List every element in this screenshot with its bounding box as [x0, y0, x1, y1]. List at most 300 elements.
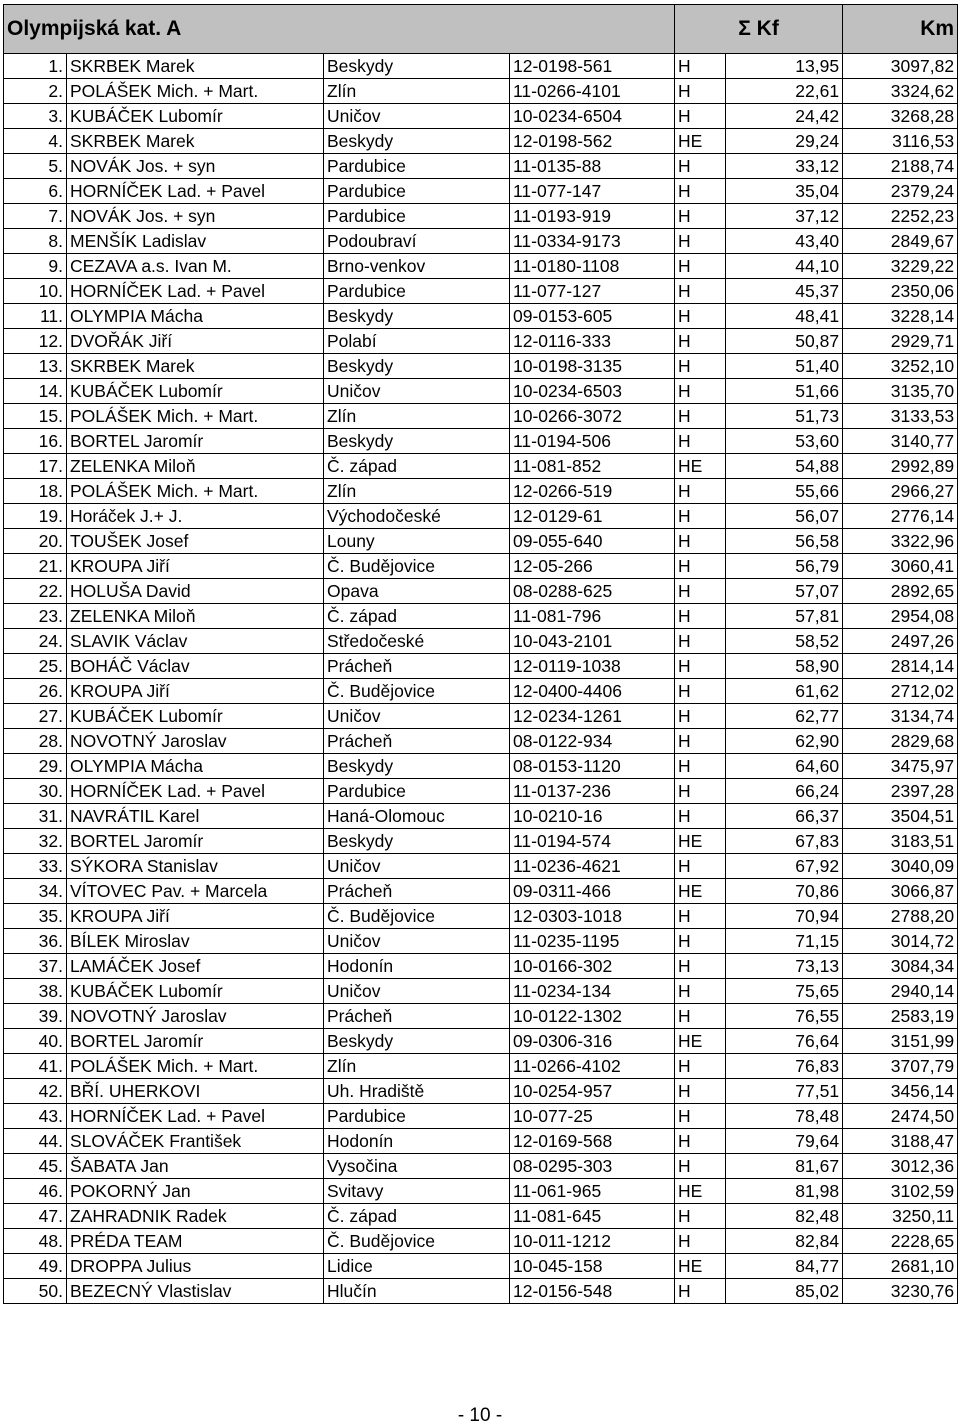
ring-number-cell: 11-0194-574	[510, 829, 675, 854]
rank-cell: 18.	[4, 479, 67, 504]
sex-cell: H	[675, 254, 726, 279]
distance-cell: 2966,27	[843, 479, 958, 504]
ring-number-cell: 08-0295-303	[510, 1154, 675, 1179]
region-cell: Č. západ	[324, 604, 510, 629]
breeder-name-cell: CEZAVA a.s. Ivan M.	[67, 254, 324, 279]
rank-cell: 32.	[4, 829, 67, 854]
ring-number-cell: 11-0234-134	[510, 979, 675, 1004]
ring-number-cell: 10-0266-3072	[510, 404, 675, 429]
breeder-name-cell: DROPPA Julius	[67, 1254, 324, 1279]
ring-number-cell: 12-0156-548	[510, 1279, 675, 1304]
table-row	[4, 479, 958, 504]
distance-cell: 3183,51	[843, 829, 958, 854]
sex-cell: H	[675, 1104, 726, 1129]
breeder-name-cell: ŠABATA Jan	[67, 1154, 324, 1179]
table-row	[4, 604, 958, 629]
distance-cell: 3230,76	[843, 1279, 958, 1304]
table-row	[4, 829, 958, 854]
breeder-name-cell: BÍLEK Miroslav	[67, 929, 324, 954]
sex-cell: H	[675, 429, 726, 454]
ring-number-cell: 11-081-796	[510, 604, 675, 629]
region-cell: Uničov	[324, 104, 510, 129]
distance-cell: 2892,65	[843, 579, 958, 604]
sex-cell: HE	[675, 1029, 726, 1054]
results-table	[3, 4, 958, 1304]
coefficient-cell: 57,81	[726, 604, 843, 629]
region-cell: Podoubraví	[324, 229, 510, 254]
table-row	[4, 1254, 958, 1279]
rank-cell: 15.	[4, 404, 67, 429]
breeder-name-cell: ZAHRADNIK Radek	[67, 1204, 324, 1229]
breeder-name-cell: BEZECNÝ Vlastislav	[67, 1279, 324, 1304]
table-row	[4, 154, 958, 179]
rank-cell: 16.	[4, 429, 67, 454]
region-cell: Pardubice	[324, 204, 510, 229]
coefficient-cell: 62,77	[726, 704, 843, 729]
ring-number-cell: 12-0266-519	[510, 479, 675, 504]
sex-cell: H	[675, 329, 726, 354]
coefficient-cell: 35,04	[726, 179, 843, 204]
table-row	[4, 354, 958, 379]
table-row	[4, 954, 958, 979]
coefficient-cell: 84,77	[726, 1254, 843, 1279]
ring-number-cell: 11-0266-4101	[510, 79, 675, 104]
ring-number-cell: 12-0198-561	[510, 54, 675, 79]
sex-cell: H	[675, 779, 726, 804]
distance-cell: 2712,02	[843, 679, 958, 704]
ring-number-cell: 12-0198-562	[510, 129, 675, 154]
ring-number-cell: 11-0235-1195	[510, 929, 675, 954]
distance-cell: 2397,28	[843, 779, 958, 804]
coefficient-cell: 51,40	[726, 354, 843, 379]
ring-number-cell: 12-0116-333	[510, 329, 675, 354]
region-cell: Uničov	[324, 704, 510, 729]
region-cell: Pardubice	[324, 1104, 510, 1129]
coefficient-cell: 33,12	[726, 154, 843, 179]
sex-cell: H	[675, 404, 726, 429]
ring-number-cell: 11-0135-88	[510, 154, 675, 179]
distance-cell: 3252,10	[843, 354, 958, 379]
region-cell: Louny	[324, 529, 510, 554]
sex-cell: H	[675, 1204, 726, 1229]
table-row	[4, 379, 958, 404]
ring-number-cell: 11-0194-506	[510, 429, 675, 454]
region-cell: Č. západ	[324, 454, 510, 479]
coefficient-cell: 29,24	[726, 129, 843, 154]
rank-cell: 34.	[4, 879, 67, 904]
breeder-name-cell: POLÁŠEK Mich. + Mart.	[67, 404, 324, 429]
ring-number-cell: 11-077-127	[510, 279, 675, 304]
breeder-name-cell: NOVOTNÝ Jaroslav	[67, 729, 324, 754]
table-row	[4, 754, 958, 779]
region-cell: Uničov	[324, 979, 510, 1004]
ring-number-cell: 08-0153-1120	[510, 754, 675, 779]
rank-cell: 27.	[4, 704, 67, 729]
rank-cell: 22.	[4, 579, 67, 604]
sex-cell: HE	[675, 454, 726, 479]
region-cell: Prácheň	[324, 879, 510, 904]
rank-cell: 13.	[4, 354, 67, 379]
rank-cell: 7.	[4, 204, 67, 229]
ring-number-cell: 11-0334-9173	[510, 229, 675, 254]
breeder-name-cell: POLÁŠEK Mich. + Mart.	[67, 79, 324, 104]
region-cell: Hodonín	[324, 954, 510, 979]
coefficient-cell: 64,60	[726, 754, 843, 779]
region-cell: Beskydy	[324, 304, 510, 329]
ring-number-cell: 11-0137-236	[510, 779, 675, 804]
region-cell: Zlín	[324, 1054, 510, 1079]
coefficient-cell: 79,64	[726, 1129, 843, 1154]
rank-cell: 36.	[4, 929, 67, 954]
distance-cell: 3014,72	[843, 929, 958, 954]
coefficient-cell: 67,83	[726, 829, 843, 854]
results-body	[4, 54, 958, 1304]
distance-cell: 3084,34	[843, 954, 958, 979]
ring-number-cell: 10-0234-6503	[510, 379, 675, 404]
coefficient-cell: 77,51	[726, 1079, 843, 1104]
ring-number-cell: 11-0236-4621	[510, 854, 675, 879]
coefficient-cell: 56,79	[726, 554, 843, 579]
region-cell: Č. Budějovice	[324, 1229, 510, 1254]
ring-number-cell: 10-011-1212	[510, 1229, 675, 1254]
table-row	[4, 629, 958, 654]
ring-number-cell: 12-05-266	[510, 554, 675, 579]
coefficient-cell: 24,42	[726, 104, 843, 129]
sex-cell: H	[675, 379, 726, 404]
table-row	[4, 429, 958, 454]
coefficient-cell: 57,07	[726, 579, 843, 604]
region-cell: Beskydy	[324, 429, 510, 454]
table-row	[4, 854, 958, 879]
coefficient-cell: 56,07	[726, 504, 843, 529]
breeder-name-cell: OLYMPIA Mácha	[67, 754, 324, 779]
table-row	[4, 454, 958, 479]
coefficient-cell: 78,48	[726, 1104, 843, 1129]
table-row	[4, 1179, 958, 1204]
ring-number-cell: 11-0266-4102	[510, 1054, 675, 1079]
rank-cell: 30.	[4, 779, 67, 804]
coefficient-cell: 75,65	[726, 979, 843, 1004]
region-cell: Zlín	[324, 79, 510, 104]
table-row	[4, 1029, 958, 1054]
coefficient-cell: 66,24	[726, 779, 843, 804]
ring-number-cell: 11-0193-919	[510, 204, 675, 229]
table-row	[4, 1154, 958, 1179]
rank-cell: 17.	[4, 454, 67, 479]
table-row	[4, 1054, 958, 1079]
rank-cell: 43.	[4, 1104, 67, 1129]
ring-number-cell: 10-045-158	[510, 1254, 675, 1279]
sex-cell: H	[675, 1054, 726, 1079]
region-cell: Lidice	[324, 1254, 510, 1279]
breeder-name-cell: ZELENKA Miloň	[67, 604, 324, 629]
sex-cell: H	[675, 1229, 726, 1254]
distance-cell: 2252,23	[843, 204, 958, 229]
rank-cell: 6.	[4, 179, 67, 204]
sex-cell: H	[675, 604, 726, 629]
region-cell: Pardubice	[324, 279, 510, 304]
coefficient-cell: 81,98	[726, 1179, 843, 1204]
coefficient-cell: 53,60	[726, 429, 843, 454]
table-row	[4, 1129, 958, 1154]
sex-cell: H	[675, 479, 726, 504]
distance-cell: 2814,14	[843, 654, 958, 679]
ring-number-cell: 11-0180-1108	[510, 254, 675, 279]
rank-cell: 50.	[4, 1279, 67, 1304]
region-cell: Prácheň	[324, 729, 510, 754]
rank-cell: 3.	[4, 104, 67, 129]
coefficient-cell: 13,95	[726, 54, 843, 79]
breeder-name-cell: HORNÍČEK Lad. + Pavel	[67, 779, 324, 804]
rank-cell: 4.	[4, 129, 67, 154]
rank-cell: 5.	[4, 154, 67, 179]
coefficient-cell: 76,83	[726, 1054, 843, 1079]
region-cell: Beskydy	[324, 54, 510, 79]
coefficient-cell: 73,13	[726, 954, 843, 979]
region-cell: Zlín	[324, 479, 510, 504]
rank-cell: 35.	[4, 904, 67, 929]
breeder-name-cell: KUBÁČEK Lubomír	[67, 979, 324, 1004]
coefficient-cell: 82,48	[726, 1204, 843, 1229]
region-cell: Uničov	[324, 929, 510, 954]
sex-cell: H	[675, 54, 726, 79]
breeder-name-cell: DVOŘÁK Jiří	[67, 329, 324, 354]
ring-number-cell: 08-0122-934	[510, 729, 675, 754]
rank-cell: 26.	[4, 679, 67, 704]
table-row	[4, 779, 958, 804]
rank-cell: 8.	[4, 229, 67, 254]
coefficient-cell: 82,84	[726, 1229, 843, 1254]
table-header	[4, 5, 958, 54]
distance-cell: 3040,09	[843, 854, 958, 879]
breeder-name-cell: TOUŠEK Josef	[67, 529, 324, 554]
rank-cell: 12.	[4, 329, 67, 354]
coefficient-cell: 61,62	[726, 679, 843, 704]
breeder-name-cell: KUBÁČEK Lubomír	[67, 379, 324, 404]
table-row	[4, 929, 958, 954]
ring-number-cell: 11-081-645	[510, 1204, 675, 1229]
breeder-name-cell: NOVÁK Jos. + syn	[67, 154, 324, 179]
sex-cell: H	[675, 154, 726, 179]
rank-cell: 9.	[4, 254, 67, 279]
region-cell: Zlín	[324, 404, 510, 429]
sex-cell: H	[675, 979, 726, 1004]
table-row	[4, 279, 958, 304]
distance-cell: 3229,22	[843, 254, 958, 279]
distance-cell: 3707,79	[843, 1054, 958, 1079]
rank-cell: 38.	[4, 979, 67, 1004]
region-cell: Č. západ	[324, 1204, 510, 1229]
rank-cell: 20.	[4, 529, 67, 554]
distance-cell: 2849,67	[843, 229, 958, 254]
breeder-name-cell: BORTEL Jaromír	[67, 1029, 324, 1054]
region-cell: Uh. Hradiště	[324, 1079, 510, 1104]
breeder-name-cell: ZELENKA Miloň	[67, 454, 324, 479]
region-cell: Vysočina	[324, 1154, 510, 1179]
sex-cell: H	[675, 529, 726, 554]
coefficient-cell: 48,41	[726, 304, 843, 329]
sex-cell: H	[675, 1004, 726, 1029]
sex-cell: H	[675, 104, 726, 129]
distance-cell: 2940,14	[843, 979, 958, 1004]
ring-number-cell: 10-0198-3135	[510, 354, 675, 379]
ring-number-cell: 10-0166-302	[510, 954, 675, 979]
table-row	[4, 1279, 958, 1304]
breeder-name-cell: LAMÁČEK Josef	[67, 954, 324, 979]
sex-cell: H	[675, 1129, 726, 1154]
distance-cell: 3116,53	[843, 129, 958, 154]
sex-cell: H	[675, 579, 726, 604]
breeder-name-cell: BOHÁČ Václav	[67, 654, 324, 679]
category-title: Olympijská kat. A	[4, 5, 675, 54]
distance-cell: 2829,68	[843, 729, 958, 754]
breeder-name-cell: POLÁŠEK Mich. + Mart.	[67, 1054, 324, 1079]
region-cell: Uničov	[324, 379, 510, 404]
sex-cell: H	[675, 279, 726, 304]
ring-number-cell: 11-081-852	[510, 454, 675, 479]
table-row	[4, 1004, 958, 1029]
coefficient-cell: 58,90	[726, 654, 843, 679]
coefficient-cell: 45,37	[726, 279, 843, 304]
coefficient-cell: 22,61	[726, 79, 843, 104]
distance-cell: 2350,06	[843, 279, 958, 304]
distance-cell: 2379,24	[843, 179, 958, 204]
breeder-name-cell: KUBÁČEK Lubomír	[67, 704, 324, 729]
table-row	[4, 304, 958, 329]
sex-cell: H	[675, 1279, 726, 1304]
rank-cell: 1.	[4, 54, 67, 79]
coefficient-cell: 62,90	[726, 729, 843, 754]
ring-number-cell: 09-0153-605	[510, 304, 675, 329]
breeder-name-cell: VÍTOVEC Pav. + Marcela	[67, 879, 324, 904]
breeder-name-cell: BŘÍ. UHERKOVI	[67, 1079, 324, 1104]
coefficient-cell: 56,58	[726, 529, 843, 554]
rank-cell: 33.	[4, 854, 67, 879]
breeder-name-cell: POKORNÝ Jan	[67, 1179, 324, 1204]
rank-cell: 14.	[4, 379, 67, 404]
ring-number-cell: 12-0303-1018	[510, 904, 675, 929]
distance-cell: 2497,26	[843, 629, 958, 654]
table-row	[4, 404, 958, 429]
sex-cell: HE	[675, 1254, 726, 1279]
distance-cell: 2929,71	[843, 329, 958, 354]
sex-cell: H	[675, 79, 726, 104]
table-row	[4, 254, 958, 279]
breeder-name-cell: MENŠÍK Ladislav	[67, 229, 324, 254]
coefficient-cell: 71,15	[726, 929, 843, 954]
distance-cell: 3228,14	[843, 304, 958, 329]
table-row	[4, 129, 958, 154]
coefficient-cell: 44,10	[726, 254, 843, 279]
table-row	[4, 904, 958, 929]
coefficient-cell: 70,94	[726, 904, 843, 929]
region-cell: Pardubice	[324, 154, 510, 179]
table-row	[4, 979, 958, 1004]
sex-cell: H	[675, 204, 726, 229]
rank-cell: 11.	[4, 304, 67, 329]
table-row	[4, 804, 958, 829]
coefficient-cell: 76,55	[726, 1004, 843, 1029]
region-cell: Prácheň	[324, 1004, 510, 1029]
breeder-name-cell: HORNÍČEK Lad. + Pavel	[67, 1104, 324, 1129]
distance-cell: 3066,87	[843, 879, 958, 904]
coefficient-cell: 85,02	[726, 1279, 843, 1304]
sex-cell: H	[675, 929, 726, 954]
rank-cell: 24.	[4, 629, 67, 654]
sex-cell: H	[675, 504, 726, 529]
table-row	[4, 654, 958, 679]
ring-number-cell: 11-077-147	[510, 179, 675, 204]
rank-cell: 2.	[4, 79, 67, 104]
rank-cell: 25.	[4, 654, 67, 679]
table-row	[4, 329, 958, 354]
table-row	[4, 79, 958, 104]
sex-cell: H	[675, 1154, 726, 1179]
km-column-header: Km	[843, 5, 958, 54]
region-cell: Beskydy	[324, 754, 510, 779]
ring-number-cell: 09-055-640	[510, 529, 675, 554]
breeder-name-cell: KROUPA Jiří	[67, 679, 324, 704]
distance-cell: 2188,74	[843, 154, 958, 179]
rank-cell: 10.	[4, 279, 67, 304]
ring-number-cell: 12-0234-1261	[510, 704, 675, 729]
table-row	[4, 504, 958, 529]
region-cell: Beskydy	[324, 129, 510, 154]
table-row	[4, 679, 958, 704]
ring-number-cell: 11-061-965	[510, 1179, 675, 1204]
sex-cell: H	[675, 704, 726, 729]
sex-cell: H	[675, 679, 726, 704]
region-cell: Prácheň	[324, 654, 510, 679]
ring-number-cell: 10-0210-16	[510, 804, 675, 829]
distance-cell: 2228,65	[843, 1229, 958, 1254]
breeder-name-cell: SKRBEK Marek	[67, 354, 324, 379]
table-row	[4, 204, 958, 229]
rank-cell: 29.	[4, 754, 67, 779]
sex-cell: H	[675, 629, 726, 654]
breeder-name-cell: KROUPA Jiří	[67, 904, 324, 929]
rank-cell: 19.	[4, 504, 67, 529]
breeder-name-cell: BORTEL Jaromír	[67, 829, 324, 854]
rank-cell: 45.	[4, 1154, 67, 1179]
region-cell: Pardubice	[324, 779, 510, 804]
kf-column-header: Σ Kf	[675, 5, 843, 54]
distance-cell: 3475,97	[843, 754, 958, 779]
table-row	[4, 729, 958, 754]
table-row	[4, 54, 958, 79]
distance-cell: 3060,41	[843, 554, 958, 579]
region-cell: Beskydy	[324, 354, 510, 379]
ring-number-cell: 10-0122-1302	[510, 1004, 675, 1029]
table-row	[4, 529, 958, 554]
region-cell: Beskydy	[324, 829, 510, 854]
distance-cell: 3250,11	[843, 1204, 958, 1229]
sex-cell: H	[675, 729, 726, 754]
distance-cell: 3134,74	[843, 704, 958, 729]
ring-number-cell: 10-043-2101	[510, 629, 675, 654]
region-cell: Brno-venkov	[324, 254, 510, 279]
breeder-name-cell: POLÁŠEK Mich. + Mart.	[67, 479, 324, 504]
sex-cell: H	[675, 1079, 726, 1104]
sex-cell: H	[675, 854, 726, 879]
distance-cell: 2954,08	[843, 604, 958, 629]
coefficient-cell: 67,92	[726, 854, 843, 879]
sex-cell: HE	[675, 1179, 726, 1204]
distance-cell: 3504,51	[843, 804, 958, 829]
breeder-name-cell: NOVOTNÝ Jaroslav	[67, 1004, 324, 1029]
breeder-name-cell: SÝKORA Stanislav	[67, 854, 324, 879]
rank-cell: 44.	[4, 1129, 67, 1154]
